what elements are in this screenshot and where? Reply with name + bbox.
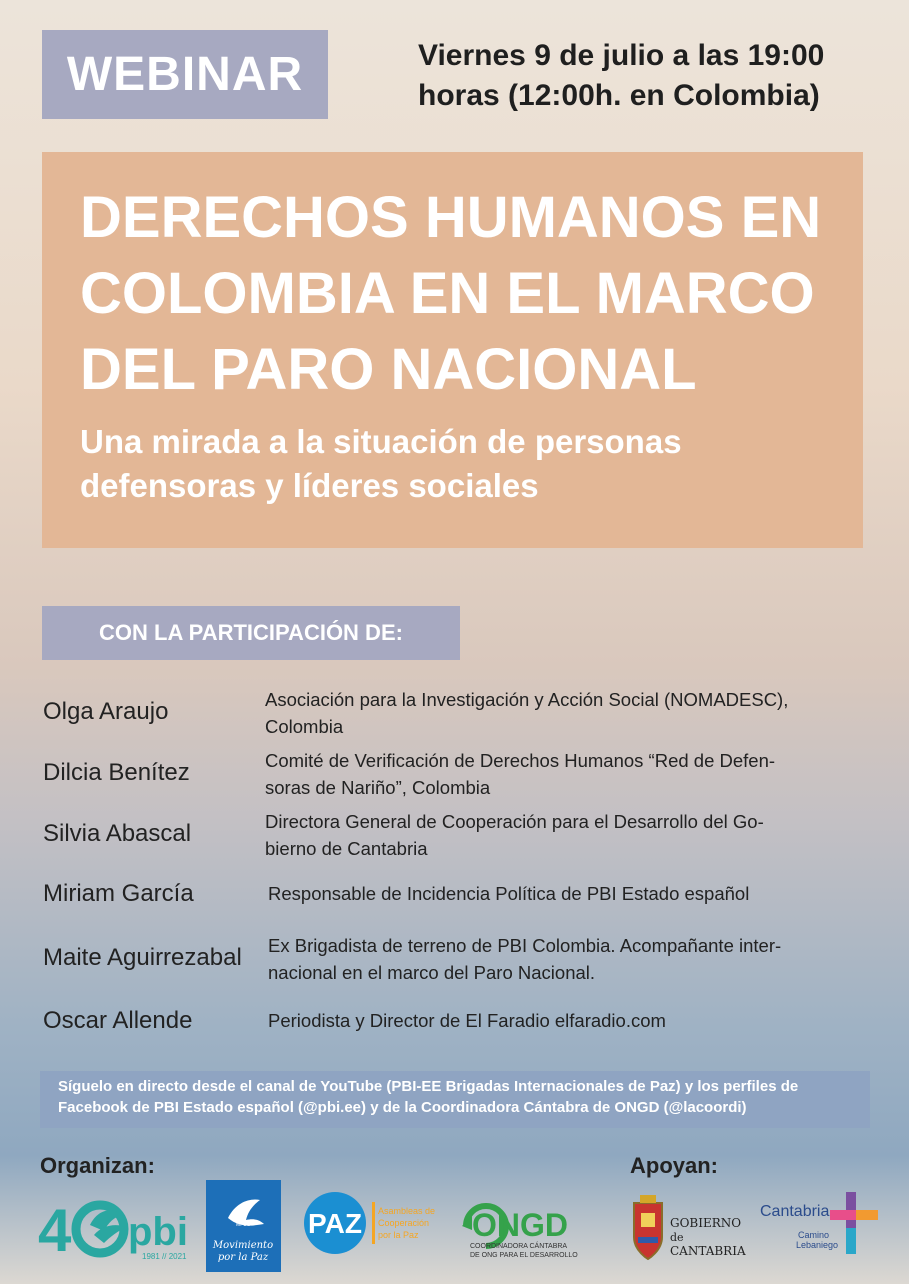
desc-line: soras de Nariño”, Colombia [265, 777, 491, 798]
cantabria-main: Cantabria [760, 1203, 830, 1220]
gobierno-line1: GOBIERNO [670, 1216, 742, 1230]
desc-line: Comité de Verificación de Derechos Humanos “Red de Defen- [265, 750, 776, 771]
desc-line: Asociación para la Investigación y Acción Social (NOMADESC), [265, 689, 789, 710]
ongd-line1: COORDINADORA CÁNTABRA [470, 1243, 568, 1250]
mpdl-line1: Movimiento [212, 1240, 274, 1251]
ongd-logo [462, 1196, 592, 1262]
gobierno-cantabria-logo [628, 1193, 758, 1265]
paz-main: PAZ [308, 1208, 362, 1239]
cantabria-lebaniego-logo [760, 1188, 884, 1260]
organizan-label: Organizan: [40, 1153, 155, 1178]
subtitle-line2: defensoras y líderes sociales [80, 467, 539, 504]
gobierno-line3: CANTABRIA [670, 1244, 746, 1258]
pbi-logo [38, 1195, 198, 1263]
pbi-main: pbi [128, 1210, 188, 1254]
participant-desc [265, 808, 865, 862]
title-line1: DERECHOS HUMANOS EN [80, 185, 822, 250]
participant-name: Dilcia Benítez [43, 759, 190, 786]
event-date [418, 36, 888, 116]
pbi-years: 1981 // 2021 [142, 1252, 187, 1261]
paz-line3: por la Paz [378, 1230, 419, 1240]
paz-logo [300, 1192, 450, 1254]
participant-name: Olga Araujo [43, 698, 169, 725]
mpdl-line2: por la Paz [217, 1252, 269, 1263]
participant-name: Silvia Abascal [43, 820, 192, 847]
event-date-line1: Viernes 9 de julio a las 19:00 [418, 39, 825, 72]
participant-name: Miriam García [43, 880, 194, 907]
participant-desc [268, 880, 868, 907]
participation-header: CON LA PARTICIPACIÓN DE: [42, 606, 460, 660]
streaming-notice [40, 1071, 870, 1128]
subtitle-line1: Una mirada a la situación de personas [80, 423, 682, 460]
mpdl-logo [206, 1180, 281, 1272]
ongd-main: ONGD [472, 1207, 568, 1243]
desc-line: Responsable de Incidencia Política de PBI Estado español [268, 883, 750, 904]
title-line2: COLOMBIA EN EL MARCO [80, 261, 815, 326]
paz-line2: Cooperación [378, 1218, 430, 1228]
participant-desc [268, 932, 868, 986]
ongd-line2: DE ONG PARA EL DESARROLLO [470, 1252, 578, 1259]
page-subtitle [80, 420, 850, 508]
desc-line: Ex Brigadista de terreno de PBI Colombia. Acompañante inter- [268, 935, 782, 956]
desc-line: Directora General de Cooperación para el Desarrollo del Go- [265, 811, 764, 832]
participant-desc [268, 1007, 868, 1034]
event-date-line2: horas (12:00h. en Colombia) [418, 79, 820, 112]
webinar-badge: WEBINAR [42, 30, 328, 119]
apoyan-label: Apoyan: [630, 1153, 718, 1178]
participant-desc [265, 686, 865, 740]
pbi-four: 4 [38, 1197, 72, 1263]
mpdl-small: MPDL [236, 1222, 250, 1228]
notice-line1: Síguelo en directo desde el canal de YouTube (PBI-EE Brigadas Internacionales de Paz) y los perfiles de [58, 1078, 799, 1095]
participant-name: Maite Aguirrezabal [43, 944, 242, 971]
desc-line: Colombia [265, 716, 344, 737]
notice-line2: Facebook de PBI Estado español (@pbi.ee) y de la Coordinadora Cántabra de ONGD (@lacoordi) [58, 1099, 747, 1116]
title-box [42, 152, 863, 548]
desc-line: Periodista y Director de El Faradio elfaradio.com [268, 1010, 666, 1031]
participant-name: Oscar Allende [43, 1007, 193, 1034]
paz-line1: Asambleas de [378, 1206, 436, 1216]
cantabria-line1: Camino [798, 1230, 830, 1240]
desc-line: bierno de Cantabria [265, 838, 428, 859]
desc-line: nacional en el marco del Paro Nacional. [268, 962, 596, 983]
cantabria-line2: Lebaniego [796, 1240, 839, 1250]
title-line3: DEL PARO NACIONAL [80, 337, 697, 402]
participant-desc [265, 747, 865, 801]
gobierno-line2: de [670, 1231, 684, 1244]
page-title [80, 180, 850, 408]
